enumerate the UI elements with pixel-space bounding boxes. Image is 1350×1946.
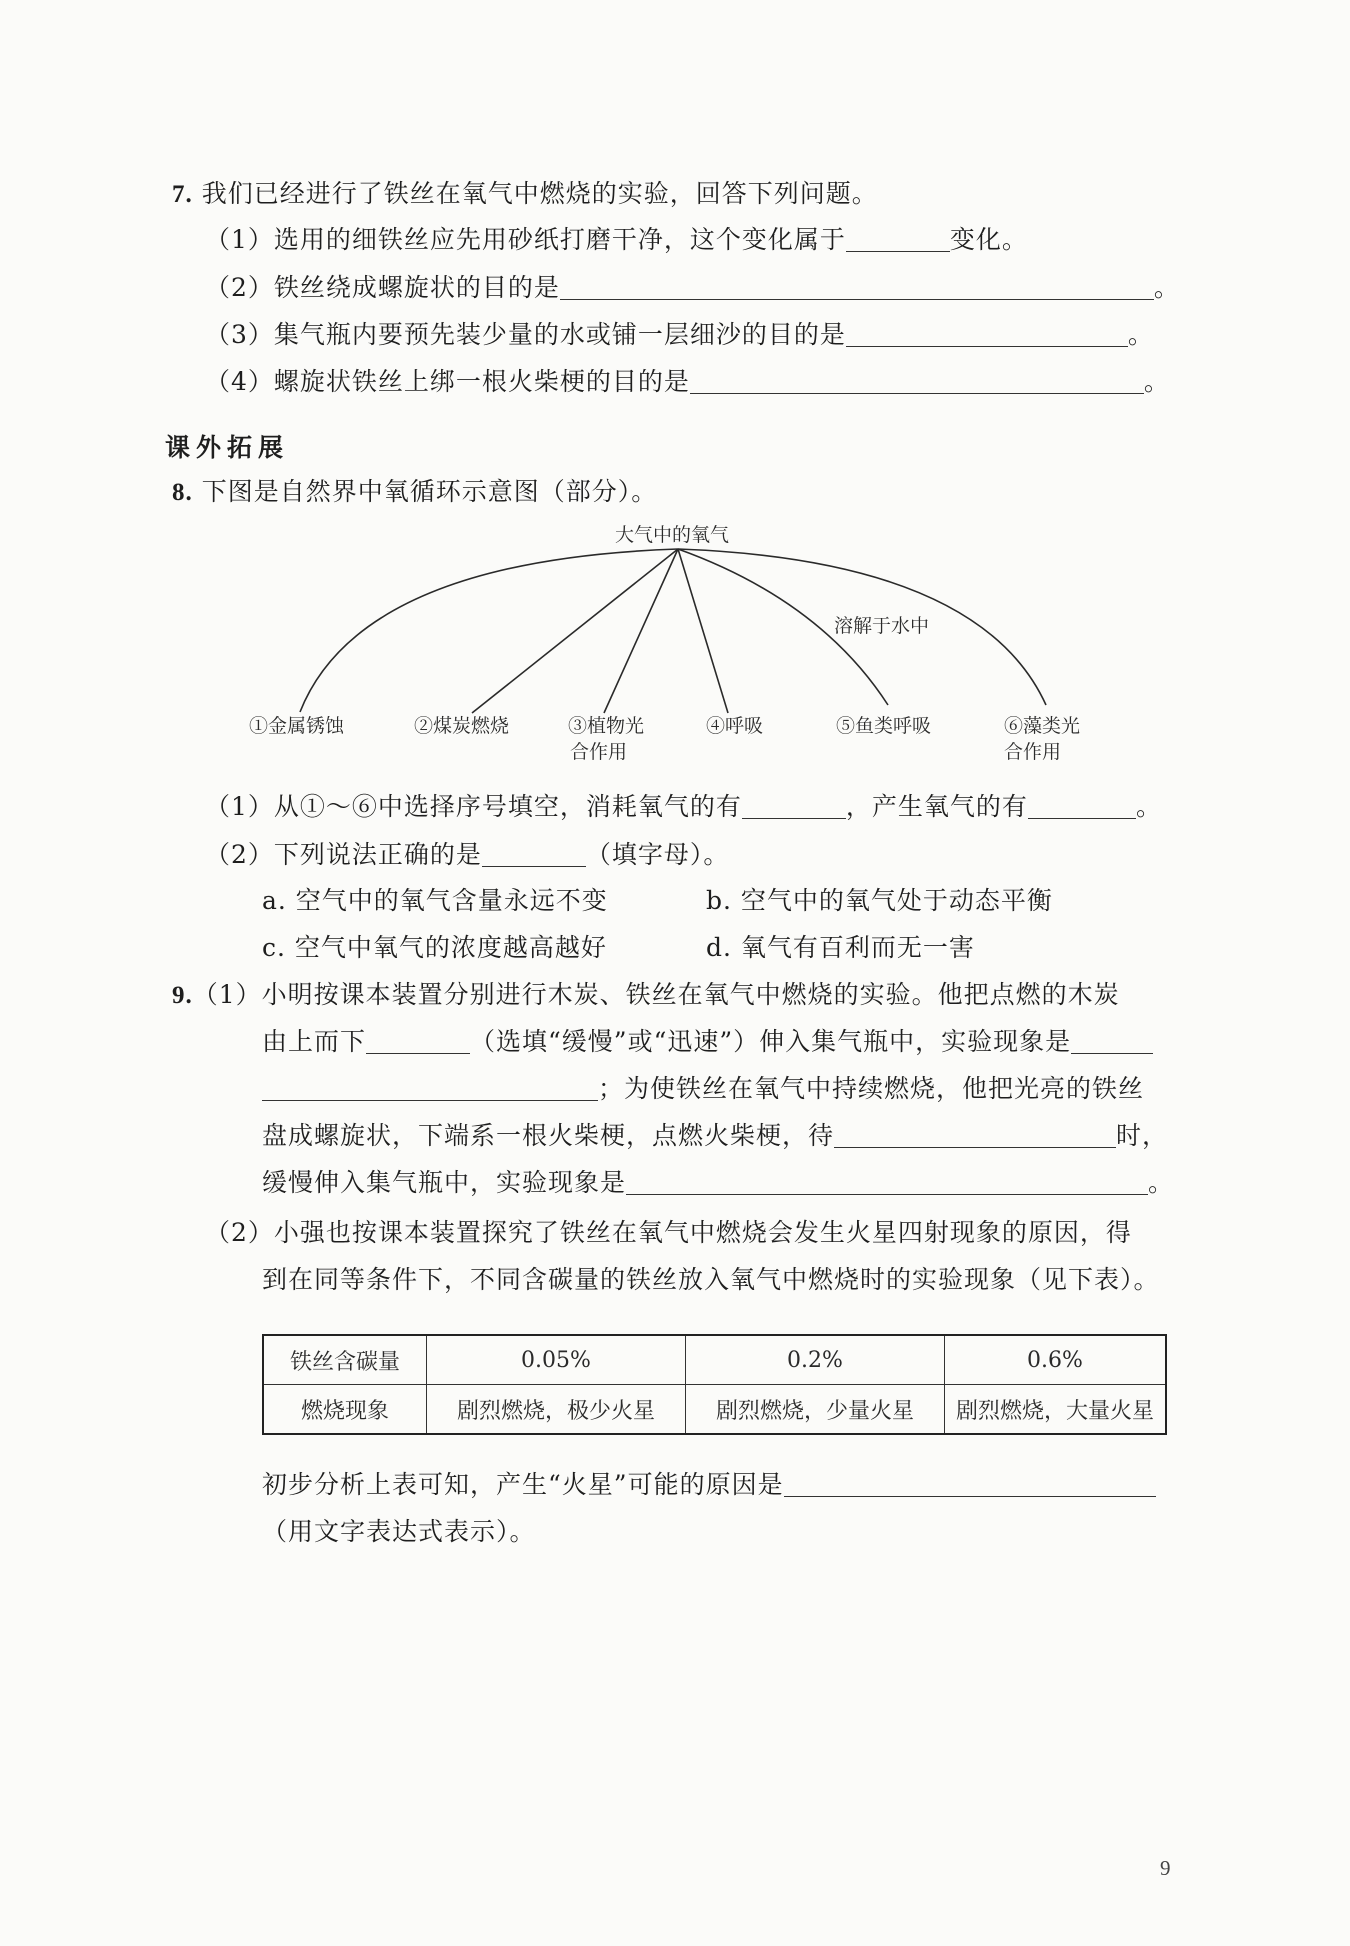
q9-line4-text-a: 盘成螺旋状，下端系一根火柴梗，点燃火柴梗，待	[262, 1121, 835, 1150]
q7-part2-end: 。	[1153, 273, 1180, 302]
table-cell: 剧烈燃烧，极少火星	[427, 1385, 686, 1435]
table-row	[263, 1335, 1166, 1385]
diagram-top-label: 大气中的氧气	[615, 524, 730, 546]
q9-line1	[172, 978, 1120, 1013]
line-plant	[604, 549, 678, 713]
table-cell: 0.6%	[945, 1335, 1167, 1385]
q9-line2-text-a: 由上而下	[262, 1027, 367, 1056]
q9-line8	[262, 1468, 1156, 1502]
table-row	[263, 1385, 1166, 1435]
section-heading: 课外拓展	[165, 433, 290, 462]
q9-line9: （用文字表达式表示）。	[262, 1517, 536, 1546]
q9-number: 9.	[172, 982, 193, 1009]
q8-option-a: a. 空气中的氧气含量永远不变	[262, 886, 608, 915]
q8-part1-mid: ，产生氧气的有	[845, 792, 1028, 821]
q7-stem: 我们已经进行了铁丝在氧气中燃烧的实验，回答下列问题。	[201, 179, 878, 208]
line-coal	[472, 549, 678, 713]
q7-part2-index: （2）	[205, 273, 274, 302]
q7-part4-index: （4）	[205, 367, 274, 396]
table-cell: 铁丝含碳量	[263, 1335, 427, 1385]
q9-line7: 到在同等条件下，不同含碳量的铁丝放入氧气中燃烧时的实验现象（见下表）。	[262, 1265, 1160, 1294]
q7-part2-text: 铁丝绕成螺旋状的目的是	[273, 273, 560, 302]
q8-stem: 下图是自然界中氧循环示意图（部分）。	[201, 477, 658, 506]
q7-part4-text: 螺旋状铁丝上绑一根火柴梗的目的是	[273, 367, 690, 396]
q8-part2-text: 下列说法正确的是	[273, 840, 482, 869]
q9-line5-text-a: 缓慢伸入集气瓶中，实验现象是	[262, 1168, 627, 1197]
q8-part1-end: 。	[1135, 792, 1162, 821]
q9-line2-text-b: （选填“缓慢”或“迅速”）伸入集气瓶中，实验现象是	[470, 1027, 1072, 1056]
line-respiration	[678, 549, 728, 713]
diagram-node-6-line2: 合作用	[1004, 741, 1062, 763]
q9-wait-blank[interactable]	[834, 1121, 1116, 1148]
q9-charcoal-phenomenon-blank-a[interactable]	[1071, 1027, 1153, 1054]
q9-charcoal-phenomenon-blank-b[interactable]	[262, 1074, 598, 1101]
q8-option-c: c. 空气中氧气的浓度越高越好	[262, 933, 607, 962]
q8-option-d: d. 氧气有百利而无一害	[706, 933, 975, 962]
diagram-node-6-line1: ⑥藻类光	[1004, 715, 1081, 737]
q9-iron-phenomenon-blank[interactable]	[626, 1168, 1148, 1195]
q7-part1-index: （1）	[205, 225, 274, 254]
q9-line1-text: 小明按课本装置分别进行木炭、铁丝在氧气中燃烧的实验。他把点燃的木炭	[261, 980, 1120, 1009]
q9-line3-text: ；为使铁丝在氧气中持续燃烧，他把光亮的铁丝	[598, 1074, 1145, 1103]
diagram-node-3-line2: 合作用	[570, 741, 628, 763]
table-cell: 0.2%	[686, 1335, 945, 1385]
q9-speed-blank[interactable]	[366, 1027, 470, 1054]
q8-part2-suffix: （填字母）。	[585, 840, 730, 869]
table-cell: 0.05%	[427, 1335, 686, 1385]
diagram-node-1: ①金属锈蚀	[249, 715, 345, 737]
diagram-dissolve-label: 溶解于水中	[834, 615, 930, 637]
q9-reason-blank[interactable]	[784, 1470, 1156, 1497]
diagram-node-3-line1: ③植物光	[568, 715, 645, 737]
q9-line4	[262, 1119, 1168, 1153]
q8-part1-index: （1）	[205, 792, 274, 821]
q8-part1-text: 从①～⑥中选择序号填空，消耗氧气的有	[273, 792, 742, 821]
q9-line6	[205, 1216, 1132, 1250]
q8-option-b: b. 空气中的氧气处于动态平衡	[706, 886, 1053, 915]
diagram-node-5: ⑤鱼类呼吸	[836, 715, 932, 737]
q7-part3-index: （3）	[205, 320, 274, 349]
q7-part1-suffix: 变化。	[949, 225, 1028, 254]
diagram-node-2: ②煤炭燃烧	[414, 715, 510, 737]
q9-line4-text-b: 时，	[1116, 1121, 1169, 1150]
q9-part2-index: （2）	[205, 1218, 274, 1247]
q9-line5-end: 。	[1148, 1168, 1175, 1197]
q9-line2	[262, 1025, 1153, 1059]
q8-number: 8.	[172, 479, 193, 506]
table-cell: 剧烈燃烧，大量火星	[945, 1385, 1167, 1435]
q9-part1-index: （1）	[192, 980, 262, 1009]
q7-part1-text: 选用的细铁丝应先用砂纸打磨干净，这个变化属于	[273, 225, 846, 254]
q9-line6-text: 小强也按课本装置探究了铁丝在氧气中燃烧会发生火星四射现象的原因，得	[273, 1218, 1132, 1247]
arc-left	[300, 549, 678, 712]
q8-part2	[205, 838, 729, 872]
q8-consume-blank[interactable]	[742, 792, 846, 819]
carbon-content-table	[262, 1334, 1167, 1435]
q8-part2-blank[interactable]	[482, 840, 586, 867]
q9-line5	[262, 1166, 1174, 1200]
oxygen-cycle-diagram	[0, 0, 1350, 800]
q9-line3	[262, 1072, 1144, 1106]
q7-part4-end: 。	[1143, 367, 1170, 396]
q9-line8-text: 初步分析上表可知，产生“火星”可能的原因是	[262, 1470, 784, 1499]
q8-produce-blank[interactable]	[1028, 792, 1136, 819]
q8-part2-index: （2）	[205, 840, 274, 869]
q7-part3-text: 集气瓶内要预先装少量的水或铺一层细沙的目的是	[273, 320, 846, 349]
table-cell: 燃烧现象	[263, 1385, 427, 1435]
diagram-node-4: ④呼吸	[706, 715, 764, 737]
q7-part3-end: 。	[1127, 320, 1154, 349]
q8-part1	[205, 790, 1162, 824]
table-cell: 剧烈燃烧，少量火星	[686, 1385, 945, 1435]
page-number: 9	[1160, 1856, 1171, 1880]
q7-number: 7.	[172, 181, 193, 208]
